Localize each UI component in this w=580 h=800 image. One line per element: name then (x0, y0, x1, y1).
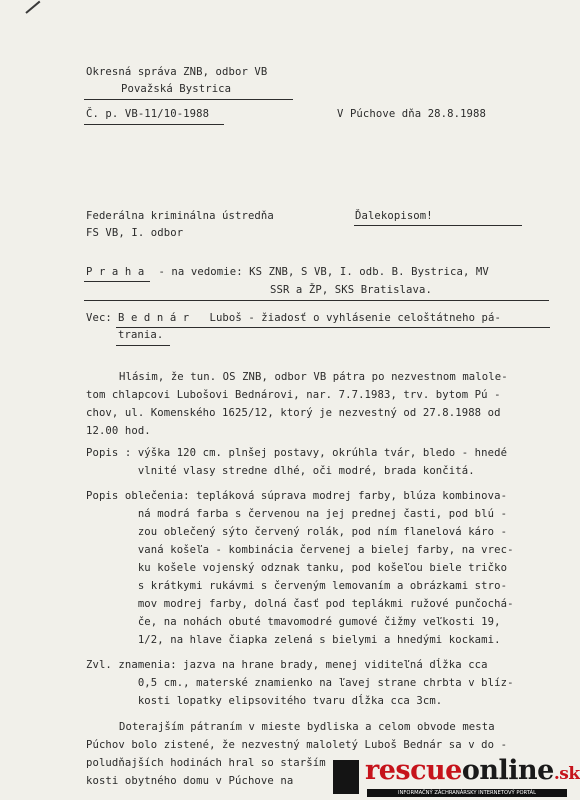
intro-line-2: tom chlapcovi Lubošovi Bednárovi, nar. 7.7.1983, trv. bytom Pú - (86, 389, 501, 401)
search-line-2: Púchov bolo zistené, že nezvestný maloletý Luboš Bednár sa v do - (86, 739, 508, 751)
marks-line-1: Zvl. znamenia: jazva na hrane brady, menej viditeľná dĺžka cca (86, 659, 488, 671)
distribution-city: P r a h a (86, 266, 145, 278)
clothing-line-2: ná modrá farba s červenou na jej prednej časti, pod blú - (86, 508, 508, 520)
marks-line-3: kosti lopatky elipsovitého tvaru dĺžka cca 3cm. (86, 695, 443, 707)
office-line-1: Okresná správa ZNB, odbor VB (86, 66, 268, 78)
subject-surname: B e d n á r (118, 312, 190, 324)
search-line-4: kosti obytného domu v Púchove na (86, 775, 294, 787)
subject-underline-2 (116, 345, 170, 346)
clothing-line-1: Popis oblečenia: tepláková súprava modrej farby, blúza kombinova- (86, 490, 508, 502)
delivery-method: Ďalekopisom! (355, 210, 433, 222)
search-line-3: poludňajších hodinách hral so starším (86, 757, 326, 769)
addressee-line-2: FS VB, I. odbor (86, 227, 184, 239)
logo-part-online: online (461, 755, 554, 786)
description-line-1: Popis : výška 120 cm. plnšej postavy, okrúhla tvár, bledo - hnedé (86, 447, 508, 459)
watermark-bar (333, 760, 359, 794)
watermark-logo (365, 754, 580, 791)
subject-label: Vec: (86, 312, 119, 324)
intro-line-1: Hlásim, že tun. OS ZNB, odbor VB pátra po nezvestnom malole- (119, 371, 508, 383)
delivery-underline (354, 225, 522, 226)
reference-underline (84, 124, 224, 125)
search-line-1: Doterajším pátraním v mieste bydliska a celom obvode mesta (119, 721, 495, 733)
place-date: V Púchove dňa 28.8.1988 (337, 108, 486, 120)
marks-line-2: 0,5 cm., materské znamienko na ľavej strane chrbta v blíz- (86, 677, 514, 689)
logo-part-sk: .sk (553, 764, 580, 784)
subject-line-2: trania. (118, 329, 164, 341)
office-line-2: Považská Bystrica (121, 83, 232, 95)
pen-mark (25, 1, 40, 14)
clothing-line-5: ku košele vojenský odznak tanku, pod košeľou biele tričko (86, 562, 508, 574)
clothing-line-9: 1/2, na hlave čiapka zelená s bielymi a hnedými kockami. (86, 634, 501, 646)
intro-line-3: chov, ul. Komenského 1625/12, ktorý je nezvestný od 27.8.1988 od (86, 407, 501, 419)
subject-line-1: Luboš - žiadosť o vyhlásenie celoštátneho pá- (203, 312, 501, 324)
subject-underline-1 (116, 327, 550, 328)
clothing-line-4: vaná košeľa - kombinácia červenej a bielej farby, na vrec- (86, 544, 514, 556)
city-underline (84, 281, 150, 282)
clothing-line-8: če, na nohách obuté tmavomodré gumové čižmy veľkosti 19, (86, 616, 501, 628)
logo-part-rescue: rescue (365, 755, 462, 786)
clothing-line-3: zou oblečený sýto červený rolák, pod ním flanelová káro - (86, 526, 508, 538)
clothing-line-7: mov modrej farby, dolná časť pod teplákmi ružové punčochá- (86, 598, 514, 610)
reference-number: Č. p. VB-11/10-1988 (86, 108, 210, 120)
distribution-line-2: SSR a ŽP, SKS Bratislava. (270, 284, 432, 296)
watermark-tagline: INFORMAČNÝ ZÁCHRANÁRSKY INTERNETOVÝ PORTÁL (367, 789, 567, 797)
distribution-underline (84, 300, 549, 301)
intro-line-4: 12.00 hod. (86, 425, 151, 437)
distribution-line-1: - na vedomie: KS ZNB, S VB, I. odb. B. Bystrica, MV (152, 266, 489, 278)
header-underline (84, 99, 293, 100)
watermark (333, 754, 580, 800)
clothing-line-6: s krátkymi rukávmi s červeným lemovaním a obrázkami stro- (86, 580, 508, 592)
addressee-line-1: Federálna kriminálna ústredňa (86, 210, 274, 222)
description-line-2: vlnité vlasy stredne dlhé, oči modré, brada končitá. (86, 465, 475, 477)
